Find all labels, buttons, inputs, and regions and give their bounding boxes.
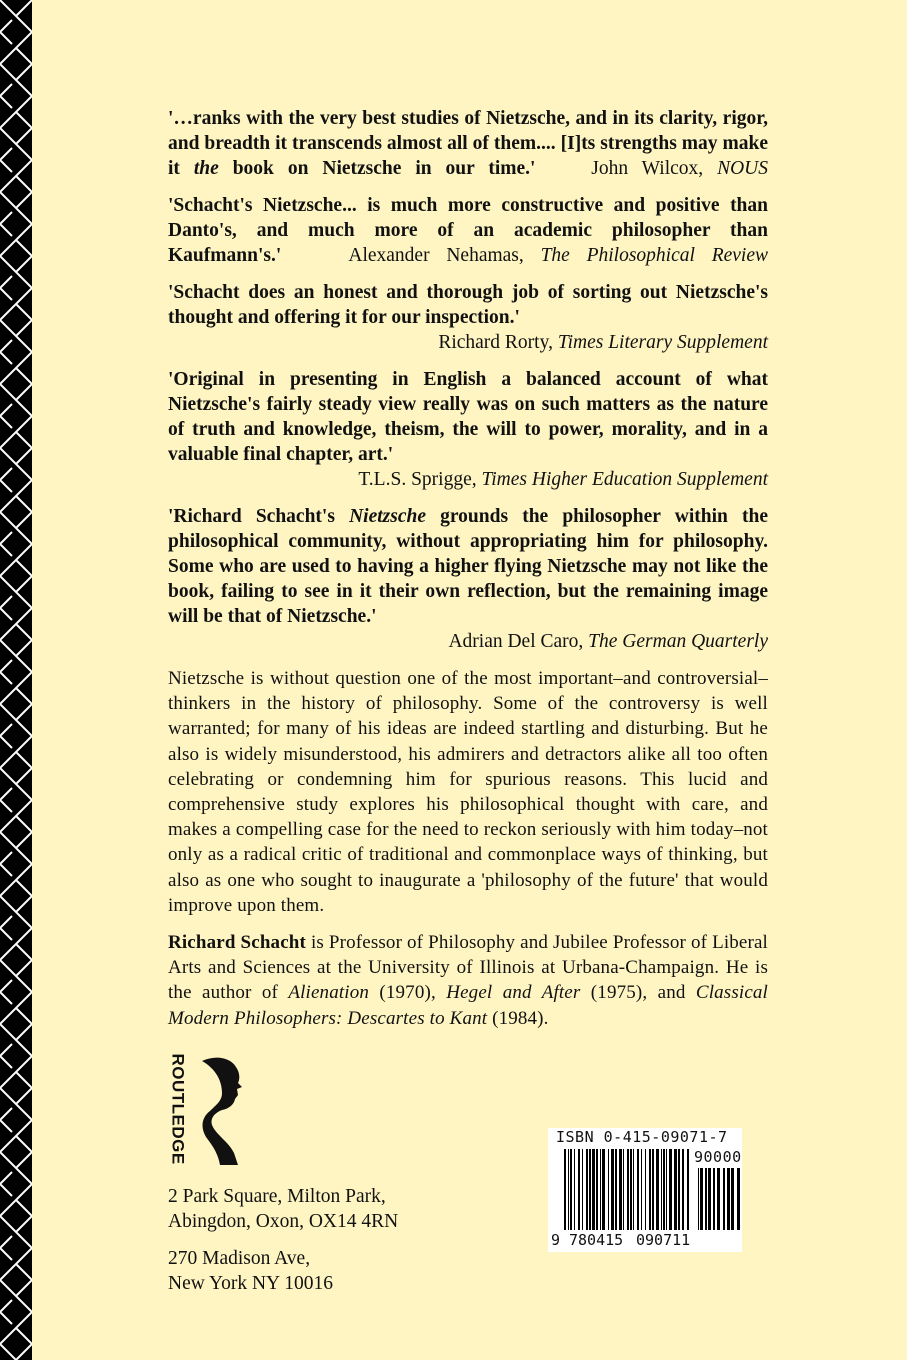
- price-code: 90000: [694, 1147, 742, 1166]
- barcode-bar: [717, 1168, 720, 1230]
- barcode-bar: [570, 1149, 572, 1230]
- barcode-bar: [652, 1149, 654, 1230]
- barcode-bar: [578, 1149, 580, 1230]
- barcode-bar: [630, 1149, 632, 1230]
- barcode-bar: [666, 1149, 667, 1230]
- barcode-bar: [705, 1168, 707, 1230]
- barcode-bar: [582, 1149, 583, 1230]
- barcode-bar: [623, 1149, 624, 1230]
- barcode-bar: [723, 1168, 725, 1230]
- address-line: Abingdon, Oxon, OX14 4RN: [168, 1210, 399, 1232]
- review-quote-3: 'Schacht does an honest and thorough job of sorting out Nietzsche's thought and offering it for our inspection.' Richard Rorty, Times Literary Supplement: [168, 282, 768, 353]
- author-bio: Richard Schacht is Professor of Philosophy and Jubilee Professor of Liberal Arts and Sciences at the University of Illinois at Urbana-Champaign. He is the author of Alienation (1970), Hegel and After (1975), and Classical Modern Philosophers: Descartes to Kant (1984).: [168, 932, 768, 1029]
- barcode-bar: [568, 1149, 569, 1230]
- address-line: 270 Madison Ave,: [168, 1247, 311, 1269]
- barcode-bar: [669, 1149, 672, 1230]
- barcode-bar: [645, 1149, 646, 1230]
- barcode-bar: [663, 1149, 665, 1230]
- isbn-barcode: [548, 1128, 742, 1252]
- address-us: [168, 1246, 398, 1296]
- barcode-bar: [737, 1168, 740, 1230]
- address-line: New York NY 10016: [168, 1272, 334, 1294]
- review-quote-5: 'Richard Schacht's Nietzsche grounds the philosopher within the philosophical community, without appropriating him for philosophy. Some who are used to having a higher flying Nietzsche may not like the book, failing to see in it their own reflection, but the remaining image will be that of Nietzsche.' Adrian Del Caro, The German Quarterly: [168, 506, 768, 652]
- address-uk: [168, 1184, 398, 1234]
- ean-prefix: 9: [551, 1230, 561, 1249]
- review-quote-2: 'Schacht's Nietzsche... is much more constructive and positive than Danto's, and much more of an academic philosopher than Kaufmann's.' Alexander Nehamas, The Philosophical Review: [168, 195, 768, 266]
- cover-text-column: [168, 0, 768, 1316]
- barcode-bar: [727, 1168, 730, 1230]
- barcode-bar: [627, 1149, 629, 1230]
- barcode-bar: [608, 1149, 609, 1230]
- barcode-bar: [649, 1149, 651, 1230]
- barcode-bar: [619, 1149, 622, 1230]
- publisher-section: [168, 1053, 742, 1296]
- barcode-bar: [698, 1168, 699, 1230]
- review-quote-4: 'Original in presenting in English a balanced account of what Nietzsche's fairly steady view really was on such matters as the nature of truth and knowledge, theism, the will to power, morality, and in a valuable final chapter, art.' T.L.S. Sprigge, Times Higher Education Supplement: [168, 369, 768, 490]
- isbn-text: ISBN 0-415-09071-7: [556, 1127, 728, 1146]
- ean-right: 090711: [636, 1230, 691, 1249]
- barcode-bar: [687, 1149, 689, 1230]
- barcode-bar: [596, 1149, 598, 1230]
- barcode-bar: [713, 1168, 715, 1230]
- barcode-bar: [615, 1149, 617, 1230]
- routledge-logo: [160, 1053, 260, 1168]
- barcode-bar: [731, 1168, 734, 1230]
- barcode-bar: [564, 1149, 566, 1230]
- barcode-bar: [592, 1149, 595, 1230]
- barcode-bar: [656, 1149, 659, 1230]
- address-line: 2 Park Square, Milton Park,: [168, 1185, 386, 1207]
- barcode-bar: [641, 1149, 642, 1230]
- barcode-bar: [682, 1149, 684, 1230]
- decorative-border: [0, 0, 32, 1360]
- publisher-info: [168, 1053, 398, 1296]
- barcode-bar: [602, 1149, 605, 1230]
- barcode-bar: [661, 1149, 662, 1230]
- ean-left: 780415: [569, 1230, 624, 1249]
- barcode-bar: [708, 1168, 711, 1230]
- barcode-bar: [589, 1149, 591, 1230]
- barcode-bar: [633, 1149, 634, 1230]
- routledge-wordmark: ROUTLEDGE: [168, 1053, 188, 1165]
- barcode-bar: [574, 1149, 575, 1230]
- barcode-bar: [637, 1149, 639, 1230]
- barcode-bar: [674, 1149, 677, 1230]
- review-quote-1: '…ranks with the very best studies of Nietzsche, and in its clarity, rigor, and breadth it transcends almost all of them.... [I]ts strengths may make it the book on Nietzsche in our time.' John Wilcox, NOUS: [168, 108, 769, 179]
- barcode-bar: [678, 1149, 680, 1230]
- barcode-bar: [611, 1149, 614, 1230]
- barcode-bar: [586, 1149, 588, 1230]
- barcode-bar: [700, 1168, 703, 1230]
- routledge-face-icon: [200, 1053, 250, 1168]
- book-description: Nietzsche is without question one of the most important–and controversial– thinkers in the history of philosophy. Some of the controversy is well warranted; for many of his ideas are indeed startling and disturbing. But he also is widely misunderstood, his admirers and detractors alike all too often celebrating or condemning him for spurious reasons. This lucid and comprehensive study explores his philosophical thought with care, and makes a compelling case for the need to reckon seriously with him today–not only as a radical critic of traditional and commonplace ways of thinking, but also as one who sought to inaugurate a 'philosophy of the future' that would improve upon them.: [168, 668, 768, 916]
- barcode-bar: [600, 1149, 601, 1230]
